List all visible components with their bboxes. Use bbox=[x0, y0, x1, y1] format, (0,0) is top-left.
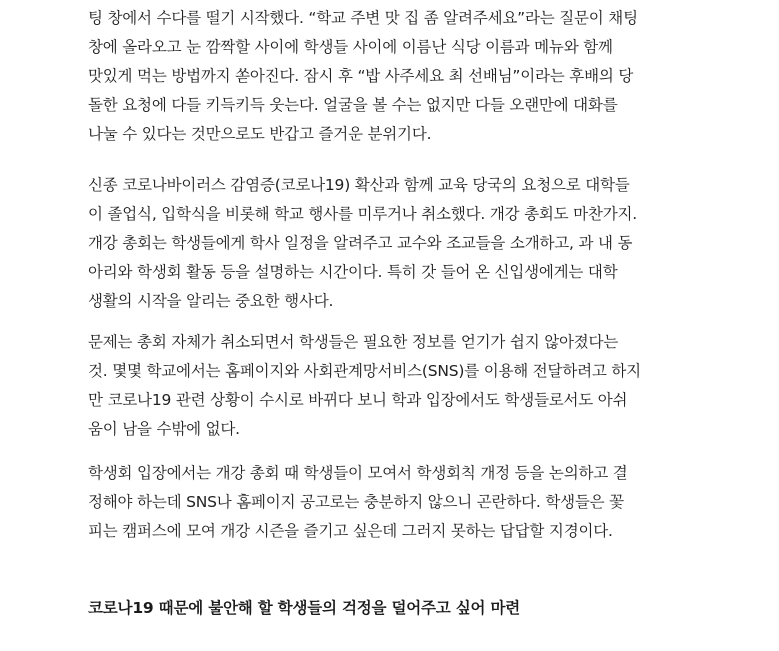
paragraph-1 bbox=[88, 4, 638, 149]
paragraph-line: 개강 총회는 학생들에게 학사 일정을 알려주고 교수와 조교들을 소개하고, 과 내 동 bbox=[88, 234, 633, 252]
paragraph-line: 만 코로나19 관련 상황이 수시로 바뀌다 보니 학과 입장에서도 학생들로서도 아쉬 bbox=[88, 391, 628, 409]
paragraph-line: 문제는 총회 자체가 취소되면서 학생들은 필요한 정보를 얻기가 쉽지 않아졌다는 bbox=[88, 333, 619, 351]
paragraph-line: 돌한 요청에 다들 키득키득 웃는다. 얼굴을 볼 수는 없지만 다들 오랜만에 대화를 bbox=[88, 96, 618, 114]
paragraph-line: 움이 남을 수밖에 없다. bbox=[88, 420, 240, 438]
paragraph-2 bbox=[88, 171, 637, 316]
paragraph-4 bbox=[88, 459, 628, 546]
paragraph-3 bbox=[88, 328, 641, 444]
paragraph-line: 정해야 하는데 SNS나 홈페이지 공고로는 충분하지 않으니 곤란하다. 학생들은 꽃 bbox=[88, 493, 624, 511]
paragraph-line: 나눌 수 있다는 것만으로도 반갑고 즐거운 분위기다. bbox=[88, 125, 432, 143]
paragraph-line: 이 졸업식, 입학식을 비롯해 학교 행사를 미루거나 취소했다. 개강 총회도 마찬가지. bbox=[88, 205, 637, 223]
paragraph-line: 창에 올라오고 눈 깜짝할 사이에 학생들 사이에 이름난 식당 이름과 메뉴와 함께 bbox=[88, 38, 613, 56]
paragraph-line: 학생회 입장에서는 개강 총회 때 학생들이 모여서 학생회칙 개정 등을 논의하고 결 bbox=[88, 464, 628, 482]
paragraph-line: 피는 캠퍼스에 모여 개강 시즌을 즐기고 싶은데 그러지 못하는 답답할 지경이다. bbox=[88, 522, 613, 540]
paragraph-line: 신종 코로나바이러스 감염증(코로나19) 확산과 함께 교육 당국의 요청으로 대학들 bbox=[88, 176, 630, 194]
paragraph-line: 맛있게 먹는 방법까지 쏟아진다. 잠시 후 “밥 사주세요 최 선배님”이라는 후배의 당 bbox=[88, 67, 634, 85]
paragraph-line: 아리와 학생회 활동 등을 설명하는 시간이다. 특히 갓 들어 온 신입생에게는 대학 bbox=[88, 263, 618, 281]
paragraph-line: 생활의 시작을 알리는 중요한 행사다. bbox=[88, 292, 334, 310]
article-subheading: 코로나19 때문에 불안해 할 학생들의 걱정을 덜어주고 싶어 마련 bbox=[88, 599, 521, 617]
paragraph-line: 팅 창에서 수다를 떨기 시작했다. “학교 주변 맛 집 좀 알려주세요”라는 질문이 채팅 bbox=[88, 9, 638, 27]
paragraph-line: 것. 몇몇 학교에서는 홈페이지와 사회관계망서비스(SNS)를 이용해 전달하려고 하지 bbox=[88, 362, 641, 380]
